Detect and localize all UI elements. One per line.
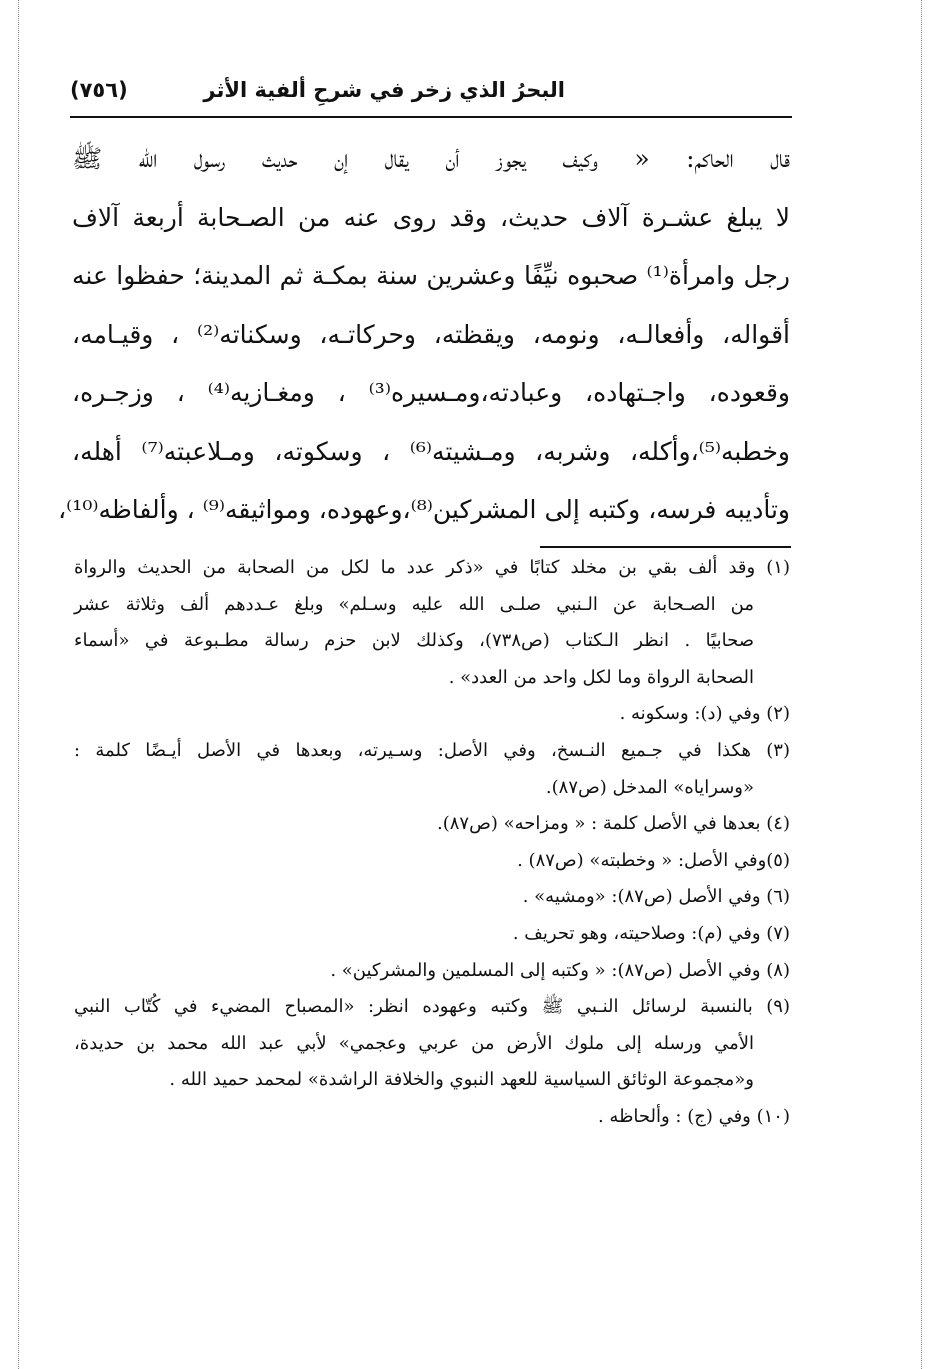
footnote-separator [540, 546, 791, 548]
footnote-line: (٨) وفي الأصل (ص٨٧): « وكتبه إلى المسلمين والمشركين» . [330, 959, 790, 981]
text-line: وقعوده، واجـتهاده، وعبادته،ومـسيره⁽³⁾ ، ومغـازيه⁽⁴⁾ ، وزجـره، [72, 378, 790, 407]
footnote-line: (١) وقد ألف بقي بن مخلد كتابًا في «ذكر عدد ما لكل من الصحابة من الحديث والرواة [74, 557, 790, 578]
footnote-line: من الصـحابة عن الـنبي صلـى الله عليه وسـلم» وبلغ عـددهم ألف وثلاثة عشر [74, 593, 754, 615]
footnote-line: «وسراياه» المدخل (ص٨٧). [545, 776, 754, 798]
header-rule [70, 116, 792, 118]
text-line: لا يبلغ عشـرة آلاف حديث، وقد روى عنه من الصـحابة أربعة آلاف [72, 202, 790, 232]
footnote-line: (٩) بالنسبة لرسائل النـبي ﷺ وكتبه وعهوده انظر: «المصباح المضيء في كُتّاب النبي [74, 996, 790, 1018]
text-line: وخطبه⁽⁵⁾،وأكله، وشربه، ومـشيته⁽⁶⁾ ، وسكوته، ومـلاعبته⁽⁷⁾ أهله، [72, 436, 790, 466]
text-line: وتأديبه فرسه، وكتبه إلى المشركين⁽⁸⁾،وعهوده، ومواثيقه⁽⁹⁾ ، وألفاظه⁽¹⁰⁾، [58, 495, 790, 524]
footnote-line: و«مجموعة الوثائق السياسية للعهد النبوي والخلافة الراشدة» لمحمد حميد الله . [169, 1069, 754, 1091]
text-line: رجل وامرأة⁽¹⁾ صحبوه نيِّفًا وعشرين سنة بمكـة ثم المدينة؛ حفظوا عنه [72, 261, 790, 290]
page-number: (٧٥٦) [70, 78, 128, 102]
page-edge-right [921, 0, 922, 1369]
running-title: البحرُ الذي زخر في شرحِ ألفية الأثر [203, 78, 565, 102]
footnote-line: (٤) بعدها في الأصل كلمة : « ومزاحه» (ص٨٧). [436, 813, 790, 835]
footnote-line: (٥)وفي الأصل: « وخطبته» (ص٨٧) . [517, 849, 790, 871]
footnote-line: (٧) وفي (م): وصلاحيته، وهو تحريف . [512, 922, 790, 944]
footnote-line: الصحابة الرواة وما لكل واحد من العدد» . [448, 666, 754, 688]
footnote-line: (٦) وفي الأصل (ص٨٧): «ومشيه» . [522, 886, 790, 908]
main-text [58, 130, 790, 540]
text-line: قال الحاكم: « وكيف يجوز أن يقال إن حديث رسول الله ﷺ [72, 144, 790, 173]
footnote-line: (١٠) وفي (ج) : وألحاظه . [597, 1105, 790, 1127]
page-edge-left [18, 0, 19, 1369]
footnotes [74, 550, 790, 1136]
footnote-line: (٢) وفي (د): وسكونه . [619, 703, 790, 725]
page-header [70, 74, 790, 114]
footnote-line: (٣) هكذا في جـميع النـسخ، وفي الأصل: وسـيرته، وبعدها في الأصل أيـضًا كلمة : [74, 739, 790, 761]
footnote-line: صحابيًا . انظر الـكتاب (ص٧٣٨)، وكذلك لابن حزم رسالة مطـبوعة في «أسماء [74, 630, 754, 652]
text-line: أقواله، وأفعالـه، ونومه، ويقظته، وحركاتـه، وسكناته⁽²⁾ ، وقيـامه، [72, 319, 790, 349]
footnote-line: الأمي ورسله إلى ملوك الأرض من عربي وعجمي» لأبي عبد الله محمد بن حديدة، [74, 1032, 754, 1054]
